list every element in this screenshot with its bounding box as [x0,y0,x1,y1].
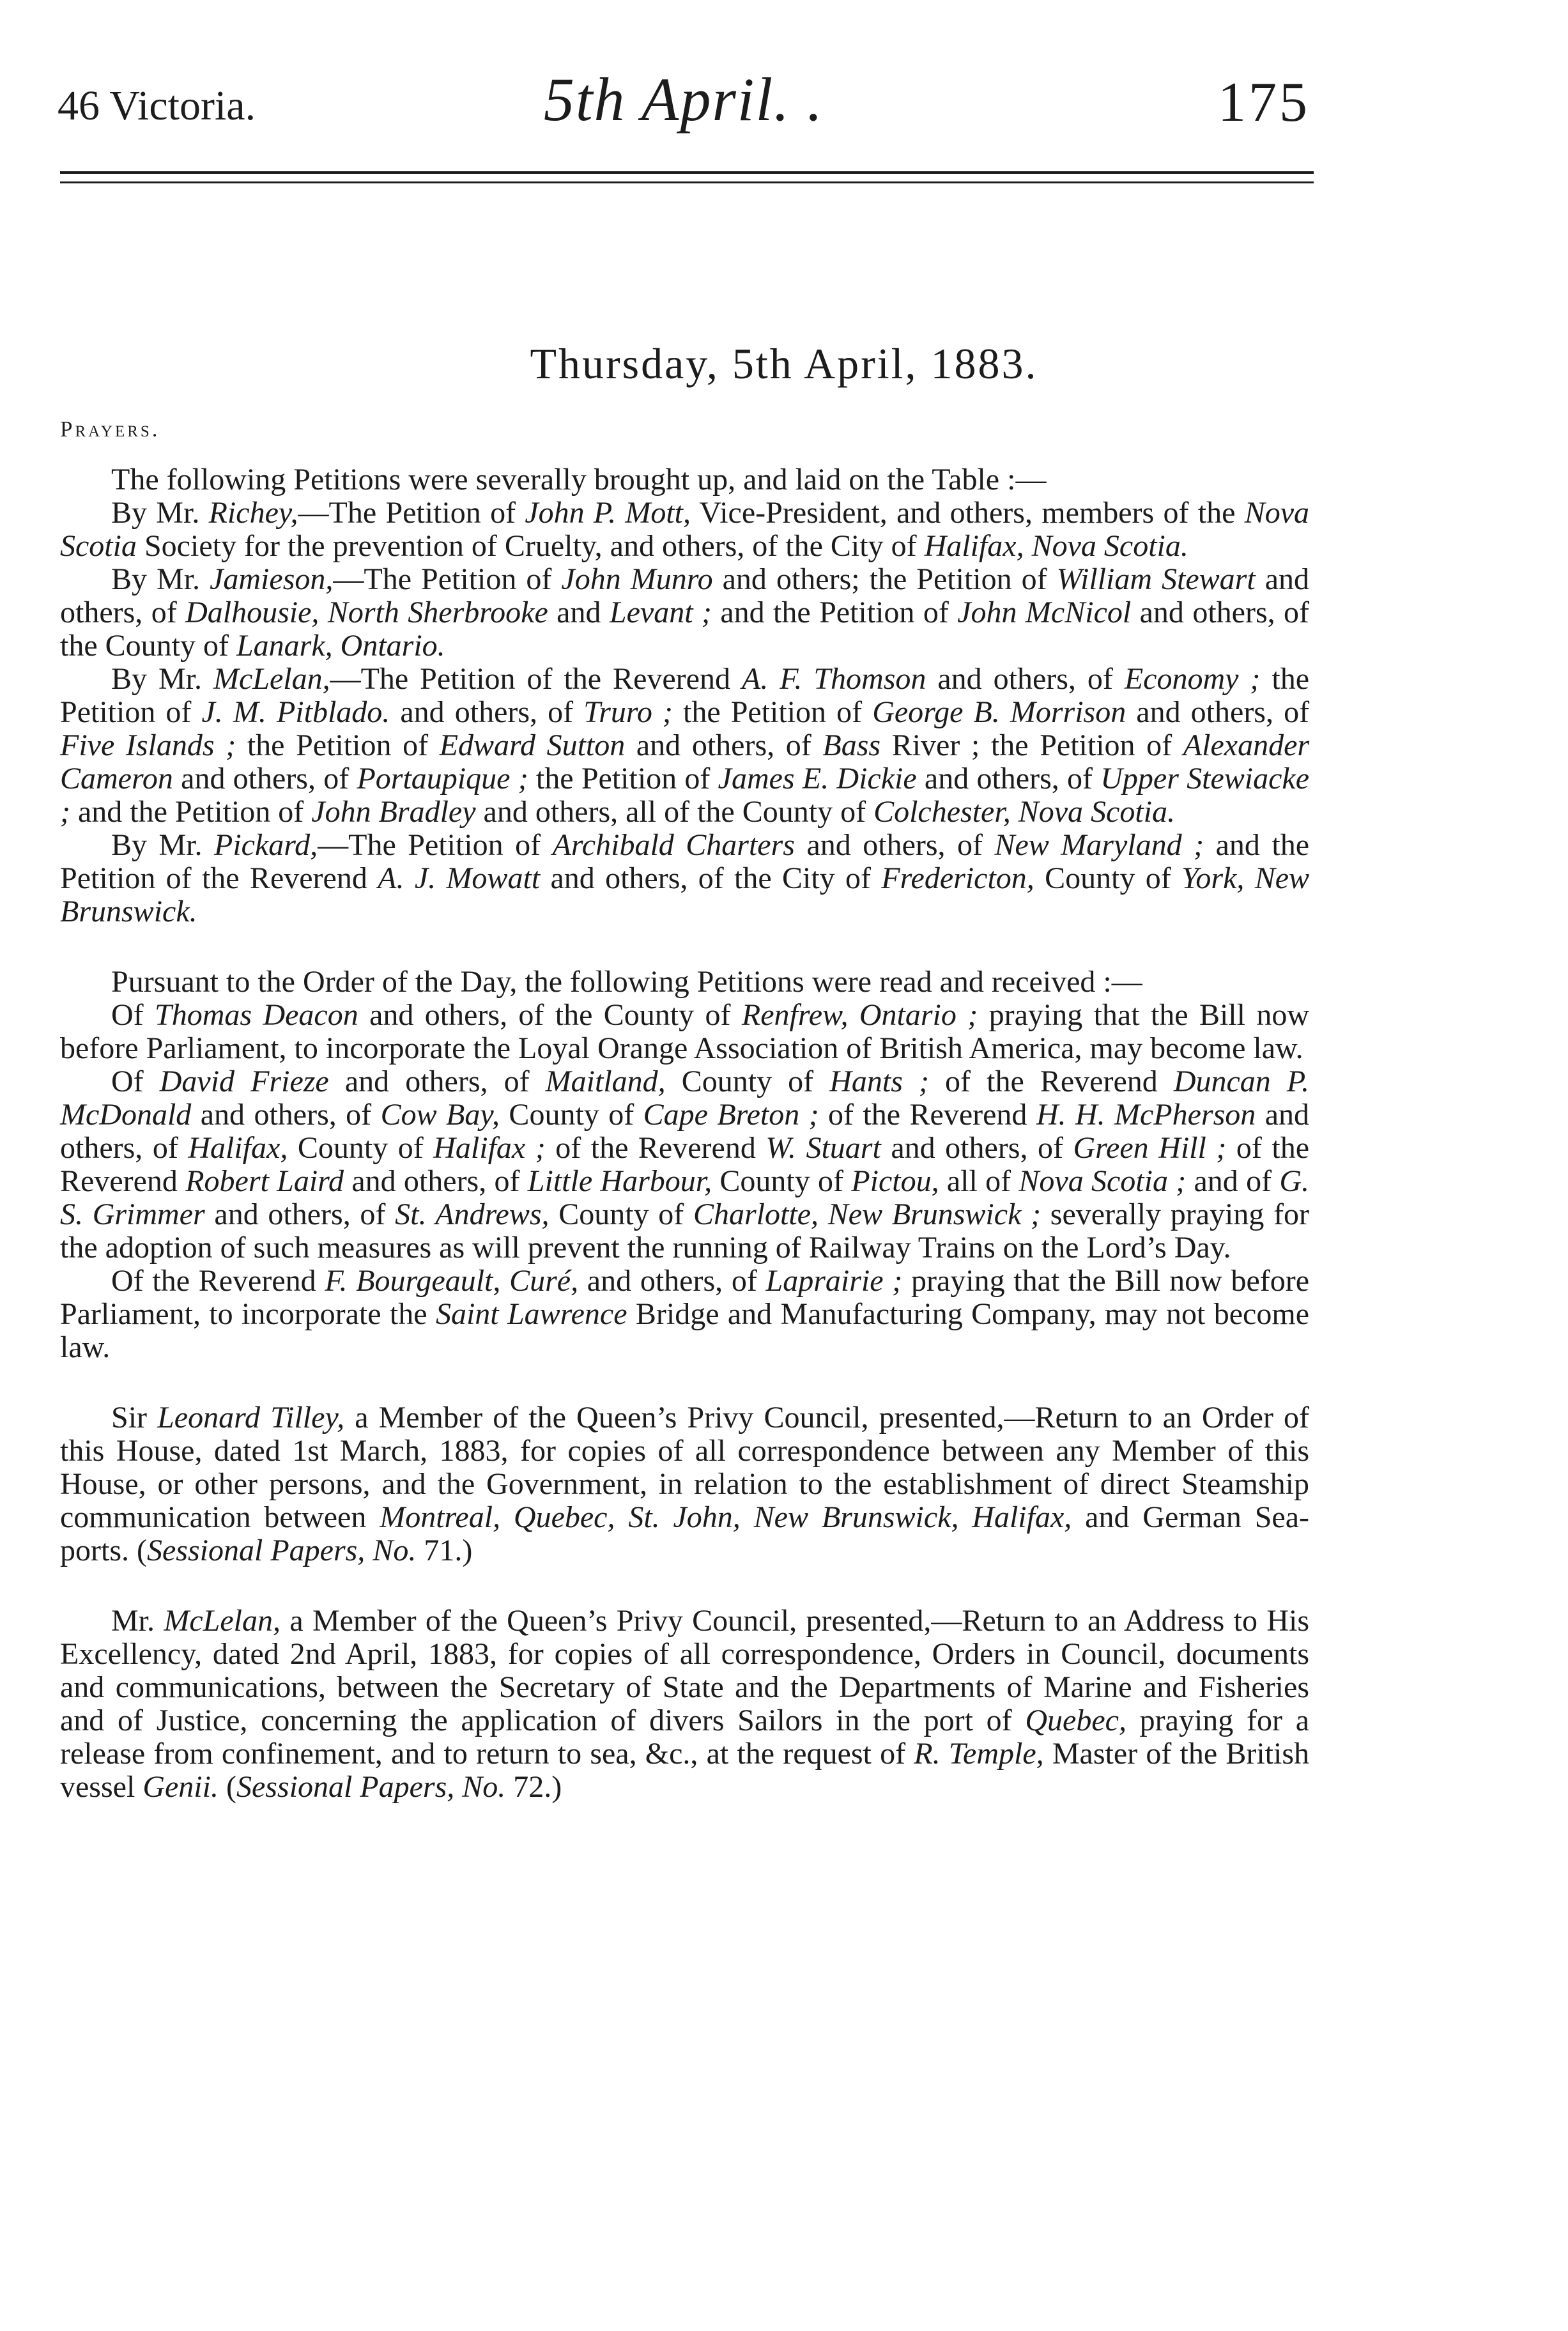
text-span: By Mr. [111,662,213,696]
text-span: the Petition of [528,762,718,796]
text-span: County of [549,1197,693,1231]
italic-name-span: James E. Dickie [718,762,917,796]
text-span: County of [665,1065,830,1098]
text-span: and German Sea-ports. ( [60,1500,1310,1567]
text-span: 71.) [416,1534,473,1567]
italic-name-span: Quebec, [1025,1704,1126,1737]
journal-paragraph [60,663,1309,829]
journal-paragraph [60,563,1309,663]
text-span: and others, of the County of [358,998,742,1032]
running-head-regnal-year: 46 Victoria. [58,82,256,129]
italic-name-span: John Bradley [311,795,476,829]
text-span: praying that the Bill now before Parliament, to incorporate the Loyal Orange Association of British America, may become law. [60,998,1310,1065]
header-double-rule [60,171,1314,183]
text-span: and others; the Petition of [712,562,1057,596]
running-head [58,64,1310,141]
italic-name-span: McLelan, [164,1604,281,1638]
italic-name-span: R. Temple, [914,1737,1044,1771]
text-span: County of [500,1098,643,1132]
text-span: the Petition of [236,728,440,762]
italic-name-span: A. J. Mowatt [378,861,541,895]
italic-name-span: Maitland, [545,1065,666,1098]
italic-name-span: Cow Bay, [380,1098,500,1132]
italic-name-span: Alexander Cameron [60,728,1310,796]
text-span: and others, of [204,1197,396,1231]
text-span: —The Petition of [298,496,525,530]
italic-name-span: Five Islands ; [60,728,236,762]
text-span: of the Reverend [60,1131,1310,1198]
italic-name-span: Duncan P. McDonald [60,1065,1310,1132]
text-span: Of [111,1065,160,1098]
journal-paragraph [60,1265,1309,1364]
text-span: Of [111,998,155,1032]
italic-name-span: Halifax, Nova Scotia. [924,529,1188,563]
text-span: a Member of the Queen’s Privy Council, presented,—Return to an Order of this House, dated 1st March, 1883, for copies of all correspondence between any Member of this House, or other persons, and the Government, in relation to the establishment of direct Steamship communication between [60,1401,1310,1534]
text-span: a Member of the Queen’s Privy Council, presented,—Return to an Address to His Excellency, dated 2nd April, 1883, for copies of all correspondence, Orders in Council, documents and communications, between the Secretary of State and the Departments of Marine and Fisheries and of Justice, concerning the application of divers Sailors in the port of [60,1604,1310,1737]
journal-paragraph [60,1401,1309,1567]
italic-name-span: Thomas Deacon [155,998,358,1032]
text-span: —The Petition of [318,828,553,862]
italic-name-span: McLelan, [213,662,330,696]
italic-name-span: Richey, [208,496,298,530]
journal-body [60,463,1309,1804]
italic-name-span: York, New Brunswick. [60,861,1310,928]
text-span: and others, of [578,1264,766,1298]
italic-name-span: Montreal, Quebec, St. John, New Brunswick, Halifax, [380,1500,1072,1534]
text-span: of the Reverend [928,1065,1174,1098]
text-span: and the Petition of the Reverend [60,828,1309,895]
italic-name-span: Laprairie ; [765,1264,903,1298]
text-span: 72.) [505,1770,562,1804]
text-span: and others, of [173,762,357,796]
text-span: of the Reverend [545,1131,766,1165]
text-span: and others, of [191,1098,381,1132]
text-span: praying for a release from confinement, and to return to sea, &c., at the request of [60,1704,1310,1771]
text-span: praying that the Bill now before Parliament, to incorporate the [60,1264,1310,1331]
italic-name-span: G. S. Grimmer [60,1164,1310,1231]
italic-name-span: John McNicol [957,596,1132,629]
page-number: 175 [1218,72,1310,134]
text-span: By Mr. [111,562,210,596]
text-span: River ; the Petition of [880,728,1183,762]
text-span: and others, all of the County of [475,795,874,829]
italic-name-span: George B. Morrison [872,695,1126,729]
italic-name-span: Cape Breton ; [643,1098,819,1132]
italic-name-span: Pickard, [214,828,318,862]
text-span: severally praying for the adoption of such measures as will prevent the running of Railway Trains on the Lord’s Day. [60,1197,1310,1265]
text-span: and the Petition of [70,795,312,829]
text-span: and others, of [328,1065,546,1098]
text-span: and others, of [344,1164,528,1198]
text-span: and [548,596,610,629]
italic-name-span: Green Hill ; [1073,1131,1227,1165]
text-span: and others, of [60,562,1310,629]
text-span: Society for the prevention of Cruelty, and others, of the City of [136,529,925,563]
text-span: Mr. [111,1604,164,1638]
text-span: and others, of [390,695,584,729]
text-span: and others, of [880,1131,1073,1165]
text-span: —The Petition of the Reverend [330,662,742,696]
italic-name-span: Nova Scotia ; [1018,1164,1187,1198]
italic-name-span: William Stewart [1056,562,1256,596]
text-span: —The Petition of [333,562,562,596]
italic-name-span: Genii. [142,1770,219,1804]
text-span: Of the Reverend [111,1264,325,1298]
italic-name-span: Leonard Tilley, [157,1401,345,1435]
text-span: County of [1034,861,1182,895]
journal-paragraph [60,999,1309,1065]
italic-name-span: Renfrew, Ontario ; [741,998,978,1032]
text-span: of the Reverend [819,1098,1036,1132]
text-span: the Petition of [60,662,1310,729]
italic-name-span: Archibald Charters [552,828,795,862]
text-span: and others, of [926,662,1125,696]
text-span: By Mr. [111,496,209,530]
text-span: all of [939,1164,1019,1198]
italic-name-span: Truro ; [583,695,673,729]
text-span: and others, of the County of [60,596,1310,663]
italic-name-span: John Munro [561,562,713,596]
italic-name-span: Bass [822,728,881,762]
italic-name-span: Portaupique ; [357,762,528,796]
italic-name-span: Sessional Papers, No. [146,1534,417,1567]
italic-name-span: New Maryland ; [994,828,1204,862]
italic-name-span: F. Bourgeault, Curé, [325,1264,579,1298]
text-span: By Mr. [111,828,214,862]
text-span: Vice-President, and others, members of the [691,496,1245,530]
italic-name-span: St. Andrews, [395,1197,550,1231]
italic-name-span: Jamieson, [210,562,334,596]
italic-name-span: Pictou, [851,1164,939,1198]
italic-name-span: Little Harbour, [527,1164,712,1198]
italic-name-span: W. Stuart [765,1131,881,1165]
text-span: County of [288,1131,434,1165]
italic-name-span: Halifax ; [433,1131,546,1165]
italic-name-span: Hants ; [829,1065,929,1098]
text-span: and of [1186,1164,1280,1198]
italic-name-span: Lanark, Ontario. [236,629,445,663]
text-span: and others, of [1126,695,1310,729]
italic-name-span: A. F. Thomson [741,662,926,696]
italic-name-span: Economy ; [1124,662,1261,696]
italic-name-span: Fredericton, [881,861,1034,895]
journal-paragraph [60,463,1309,496]
italic-name-span: J. M. Pitblado. [201,695,390,729]
text-span: Master of the British vessel [60,1737,1310,1804]
text-span: County of [712,1164,852,1198]
text-span: and others, of [794,828,995,862]
italic-name-span: Robert Laird [185,1164,344,1198]
italic-name-span: Charlotte, New Brunswick ; [693,1197,1041,1231]
journal-paragraph [60,829,1309,928]
italic-name-span: Saint Lawrence [435,1297,627,1331]
text-span: and the Petition of [711,596,958,629]
text-span: Sir [111,1401,158,1435]
italic-name-span: Halifax, [188,1131,288,1165]
italic-name-span: David Frieze [159,1065,329,1098]
italic-name-span: Sessional Papers, No. [236,1770,506,1804]
text-span: Pursuant to the Order of the Day, the following Petitions were read and received :— [111,965,1142,999]
text-span: the Petition of [672,695,873,729]
date-heading: Thursday, 5th April, 1883. [530,339,1038,388]
italic-name-span: Dalhousie, North Sherbrooke [185,596,548,629]
text-span: and others, of [916,762,1101,796]
journal-paragraph [60,1065,1309,1265]
text-span: and others, of the City of [540,861,882,895]
text-span: ( [218,1770,236,1804]
italic-name-span: Edward Sutton [439,728,626,762]
text-span: and others, of [625,728,823,762]
text-span: The following Petitions were severally brought up, and laid on the Table :— [111,463,1047,496]
italic-name-span: Upper Stewiacke ; [60,762,1310,829]
journal-paragraph [60,965,1309,999]
running-head-date: 5th April. . [543,65,824,134]
prayers-side-note: Prayers. [60,417,160,442]
italic-name-span: Nova Scotia [60,496,1310,563]
text-span: and others, of [60,1098,1310,1165]
text-span: Bridge and Manufacturing Company, may not become law. [60,1297,1309,1364]
italic-name-span: John P. Mott, [525,496,691,530]
italic-name-span: H. H. McPherson [1036,1098,1256,1132]
journal-paragraph [60,496,1309,563]
journal-paragraph [60,1604,1309,1804]
italic-name-span: Levant ; [609,596,712,629]
italic-name-span: Colchester, Nova Scotia. [873,795,1175,829]
